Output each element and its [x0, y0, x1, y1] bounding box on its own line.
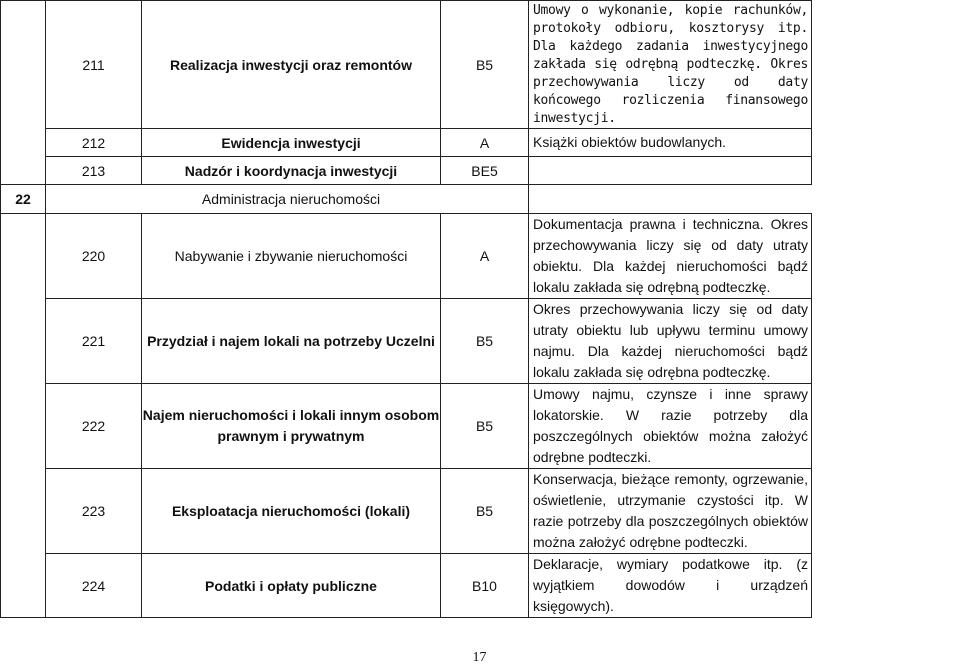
row-name: Ewidencja inwestycji	[142, 129, 441, 157]
table-row	[1, 554, 812, 618]
group-spacer	[46, 185, 142, 214]
group-cell	[1, 129, 46, 157]
group-cell	[1, 469, 46, 554]
row-note: Deklaracje, wymiary podatkowe itp. (z wyjątkiem dowodów i urządzeń księgowych).	[529, 554, 812, 618]
group-cell	[1, 299, 46, 384]
group-cell	[1, 554, 46, 618]
row-name: Przydział i najem lokali na potrzeby Uczelni	[142, 299, 441, 384]
row-category: B5	[441, 384, 529, 469]
row-code: 224	[46, 554, 142, 618]
row-note: Konserwacja, bieżące remonty, ogrzewanie, oświetlenie, utrzymanie czystości itp. W razie potrzeby dla poszczególnych obiektów można założyć odrębne podteczki.	[529, 469, 812, 554]
row-note	[529, 157, 812, 185]
row-name: Podatki i opłaty publiczne	[142, 554, 441, 618]
row-name: Realizacja inwestycji oraz remontów	[142, 1, 441, 129]
row-code: 213	[46, 157, 142, 185]
row-category: B5	[441, 1, 529, 129]
row-name: Najem nieruchomości i lokali innym osobom prawnym i prywatnym	[142, 384, 441, 469]
row-name: Nabywanie i zbywanie nieruchomości	[142, 214, 441, 299]
row-code: 223	[46, 469, 142, 554]
row-code: 211	[46, 1, 142, 129]
group-spacer	[441, 185, 529, 214]
table-row	[1, 1, 812, 129]
row-category: A	[441, 129, 529, 157]
table-row	[1, 299, 812, 384]
table-row	[1, 384, 812, 469]
group-cell	[1, 1, 46, 129]
row-name: Nadzór i koordynacja inwestycji	[142, 157, 441, 185]
group-row	[1, 185, 812, 214]
table-row	[1, 469, 812, 554]
page-number: 17	[472, 650, 487, 665]
row-category: A	[441, 214, 529, 299]
table-row	[1, 129, 812, 157]
group-cell	[1, 384, 46, 469]
row-code: 221	[46, 299, 142, 384]
row-code: 212	[46, 129, 142, 157]
row-category: B5	[441, 469, 529, 554]
table-row	[1, 157, 812, 185]
group-cell	[1, 157, 46, 185]
row-note: Umowy o wykonanie, kopie rachunków, protokoły odbioru, kosztorysy itp. Dla każdego zadania inwestycyjnego zakłada się odrębną podteczkę. Okres przechowywania liczy od daty końcowego rozliczenia finansowego inwestycji.	[529, 1, 812, 129]
row-note: Dokumentacja prawna i techniczna. Okres przechowywania liczy się od daty utraty obiektu. Dla każdej nieruchomości bądź lokalu zakłada się odrębną podteczkę.	[529, 214, 812, 299]
row-category: B5	[441, 299, 529, 384]
group-cell	[1, 214, 46, 299]
row-category: B10	[441, 554, 529, 618]
row-note: Książki obiektów budowlanych.	[529, 129, 812, 157]
row-code: 220	[46, 214, 142, 299]
row-code: 222	[46, 384, 142, 469]
group-spacer	[529, 185, 812, 214]
group-code: 22	[1, 185, 46, 214]
row-name: Eksploatacja nieruchomości (lokali)	[142, 469, 441, 554]
group-name: Administracja nieruchomości	[142, 185, 441, 214]
row-note: Okres przechowywania liczy się od daty utraty obiektu lub upływu terminu umowy najmu. Dla każdej nieruchomości bądź lokalu zakłada się odrębna podteczkę.	[529, 299, 812, 384]
row-category: BE5	[441, 157, 529, 185]
table-row	[1, 214, 812, 299]
row-note: Umowy najmu, czynsze i inne sprawy lokatorskie. W razie potrzeby dla poszczególnych obiektów można założyć odrębne podteczki.	[529, 384, 812, 469]
